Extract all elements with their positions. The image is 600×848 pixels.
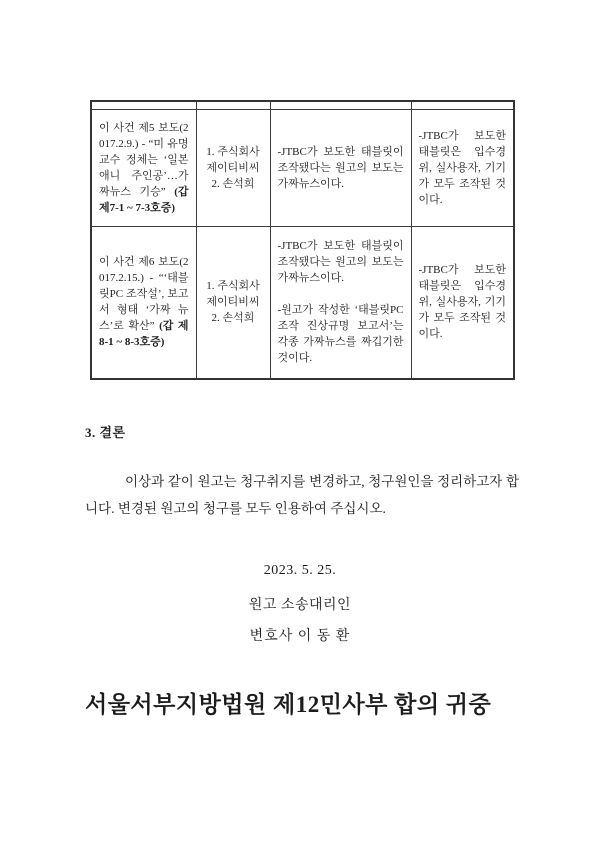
- facts-paragraph: -JTBC가 보도한 태블릿은 입수경위, 실사용자, 기기가 모두 조작된 것이다.: [418, 129, 506, 206]
- spacer-cell: [411, 101, 514, 109]
- case-report-table: [90, 100, 515, 380]
- report-exhibit-text: (갑 제7-1 ~ 7-3호증): [99, 185, 189, 214]
- date-line: 2023. 5. 25.: [263, 563, 337, 578]
- defendant-line: 1. 주식회사: [206, 145, 260, 158]
- defendant-line: 2. 손석희: [211, 312, 255, 325]
- spacer-cell: [270, 101, 411, 109]
- report-title-text: 이 사건 제6 보도(2017.2.15.) - “‘태블릿PC 조작설’, 보고서 형태 ‘가짜 뉴스’로 확산”: [99, 256, 189, 333]
- defendant-line: 제이티비씨: [206, 296, 260, 309]
- defendants-cell: [196, 226, 270, 379]
- table-row-report-6: [91, 226, 514, 379]
- defendant-line: 2. 손석희: [211, 177, 255, 190]
- facts-paragraph: -JTBC가 보도한 태블릿은 입수경위, 실사용자, 기기가 모두 조작된 것이다.: [418, 264, 506, 341]
- table-spacer-row: [91, 101, 514, 109]
- claim-cell: [270, 109, 411, 226]
- attorney-name-line: 변호사 이 동 환: [249, 629, 351, 644]
- court-addressee-line: 서울서부지방법원 제12민사부 합의 귀중: [85, 692, 492, 717]
- attorney-role-line: 원고 소송대리인: [248, 598, 352, 613]
- report-exhibit-text: (갑 제8-1 ~ 8-3호증): [99, 320, 189, 349]
- facts-cell: [411, 226, 514, 379]
- spacer-cell: [196, 101, 270, 109]
- claim-paragraph: -원고가 작성한 ‘태블릿PC 조작 진상규명 보고서’는 각종 가짜뉴스를 짜깁기한 것이다.: [277, 304, 404, 365]
- report-title-cell: [91, 226, 196, 379]
- spacer-cell: [91, 101, 196, 109]
- table-row-report-5: [91, 109, 514, 226]
- claim-paragraph: -JTBC가 보도한 태블릿이 조작됐다는 원고의 보도는 가짜뉴스이다.: [277, 145, 404, 190]
- defendant-line: 1. 주식회사: [206, 280, 260, 293]
- conclusion-paragraph: 이상과 같이 원고는 청구취지를 변경하고, 청구원인을 정리하고자 합니다. 변경된 원고의 청구를 모두 인용하여 주십시오.: [85, 474, 519, 516]
- defendants-cell: [196, 109, 270, 226]
- claim-cell: [270, 226, 411, 379]
- conclusion-heading: 3. 결론: [85, 425, 126, 440]
- report-title-cell: [91, 109, 196, 226]
- report-title-text: 이 사건 제5 보도(2017.2.9.) - “미 유명 교수 정체는 ‘일본 애니 주인공’…가짜뉴스 기승”: [99, 121, 189, 198]
- defendant-line: 제이티비씨: [206, 161, 260, 174]
- claim-paragraph: -JTBC가 보도한 태블릿이 조작됐다는 원고의 보도는 가짜뉴스이다.: [277, 240, 404, 285]
- facts-cell: [411, 109, 514, 226]
